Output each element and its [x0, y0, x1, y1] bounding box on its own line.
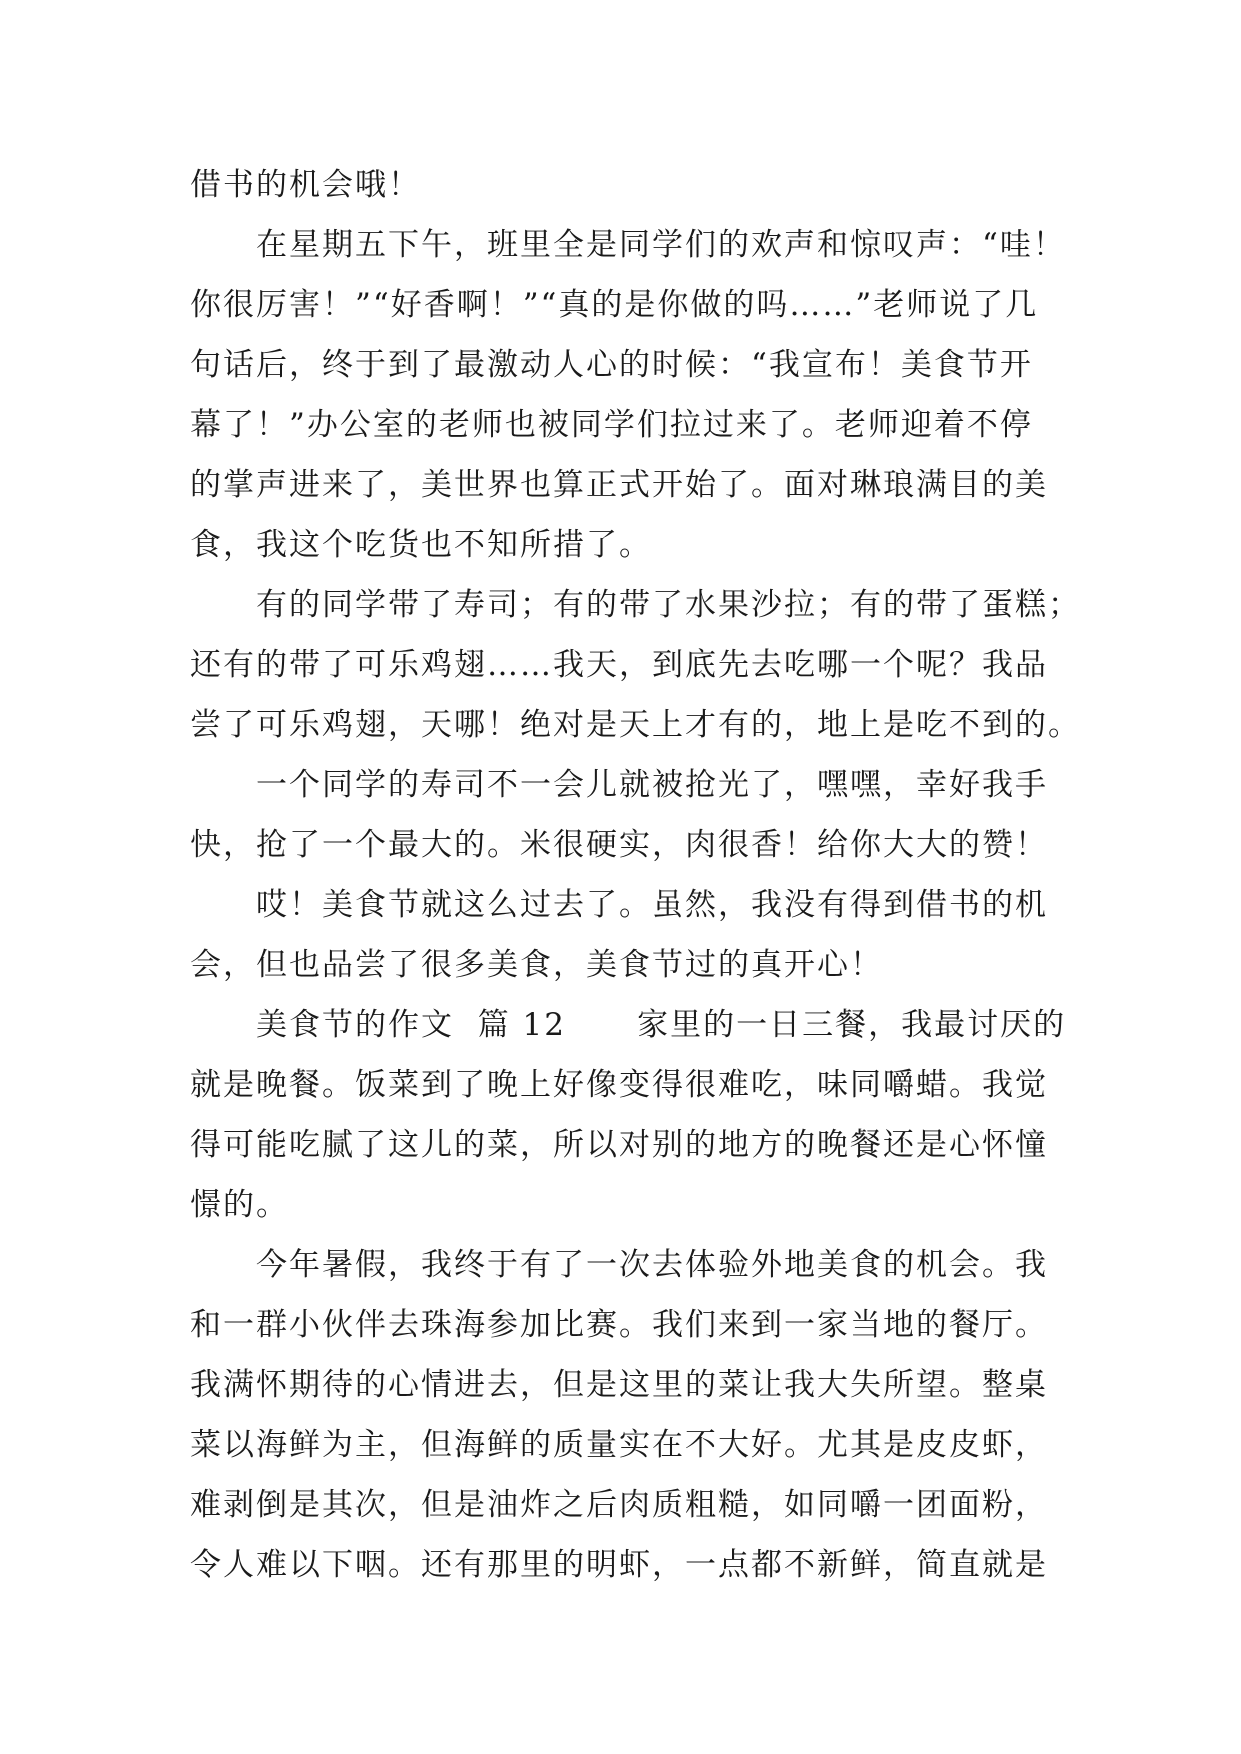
text-line: 今年暑假，我终于有了一次去体验外地美食的机会。我: [256, 1247, 1048, 1283]
text-line: 和一群小伙伴去珠海参加比赛。我们来到一家当地的餐厅。: [190, 1307, 1048, 1343]
text-line: 借书的机会哦！: [190, 167, 421, 203]
text-line: 令人难以下咽。还有那里的明虾，一点都不新鲜，简直就是: [190, 1547, 1048, 1583]
text-line: 一个同学的寿司不一会儿就被抢光了，嘿嘿，幸好我手: [256, 767, 1048, 803]
text-line: 快，抢了一个最大的。米很硬实，肉很香！给你大大的赞！: [190, 827, 1048, 863]
text-line: 还有的带了可乐鸡翅……我天，到底先去吃哪一个呢？我品: [190, 647, 1048, 683]
text-line: 我满怀期待的心情进去，但是这里的菜让我大失所望。整桌: [190, 1367, 1048, 1403]
text-line: 你很厉害！”“好香啊！”“真的是你做的吗……”老师说了几: [190, 287, 1039, 323]
text-line: 尝了可乐鸡翅，天哪！绝对是天上才有的，地上是吃不到的。: [190, 707, 1081, 743]
text-line: 菜以海鲜为主，但海鲜的质量实在不大好。尤其是皮皮虾，: [190, 1427, 1048, 1463]
text-line: 会，但也品尝了很多美食，美食节过的真开心！: [190, 947, 883, 983]
body-text: [190, 155, 1081, 1595]
text-line: 得可能吃腻了这儿的菜，所以对别的地方的晚餐还是心怀憧: [190, 1127, 1048, 1163]
text-line: 就是晚餐。饭菜到了晚上好像变得很难吃，味同嚼蜡。我觉: [190, 1067, 1048, 1103]
text-line: 在星期五下午，班里全是同学们的欢声和惊叹声：“哇！: [256, 227, 1066, 263]
text-line: 有的同学带了寿司；有的带了水果沙拉；有的带了蛋糕；: [256, 587, 1081, 623]
text-line: 哎！美食节就这么过去了。虽然，我没有得到借书的机: [256, 887, 1048, 923]
text-line: 幕了！”办公室的老师也被同学们拉过来了。老师迎着不停: [190, 407, 1033, 443]
text-line: 句话后，终于到了最激动人心的时候：“我宣布！美食节开: [190, 347, 1033, 383]
text-line: 憬的。: [190, 1187, 289, 1223]
section-heading-line: 美食节的作文 篇 12 家里的一日三餐，我最讨厌的: [256, 1007, 1067, 1043]
text-line: 难剥倒是其次，但是油炸之后肉质粗糙，如同嚼一团面粉，: [190, 1487, 1048, 1523]
text-line: 食，我这个吃货也不知所措了。: [190, 527, 652, 563]
text-line: 的掌声进来了，美世界也算正式开始了。面对琳琅满目的美: [190, 467, 1048, 503]
